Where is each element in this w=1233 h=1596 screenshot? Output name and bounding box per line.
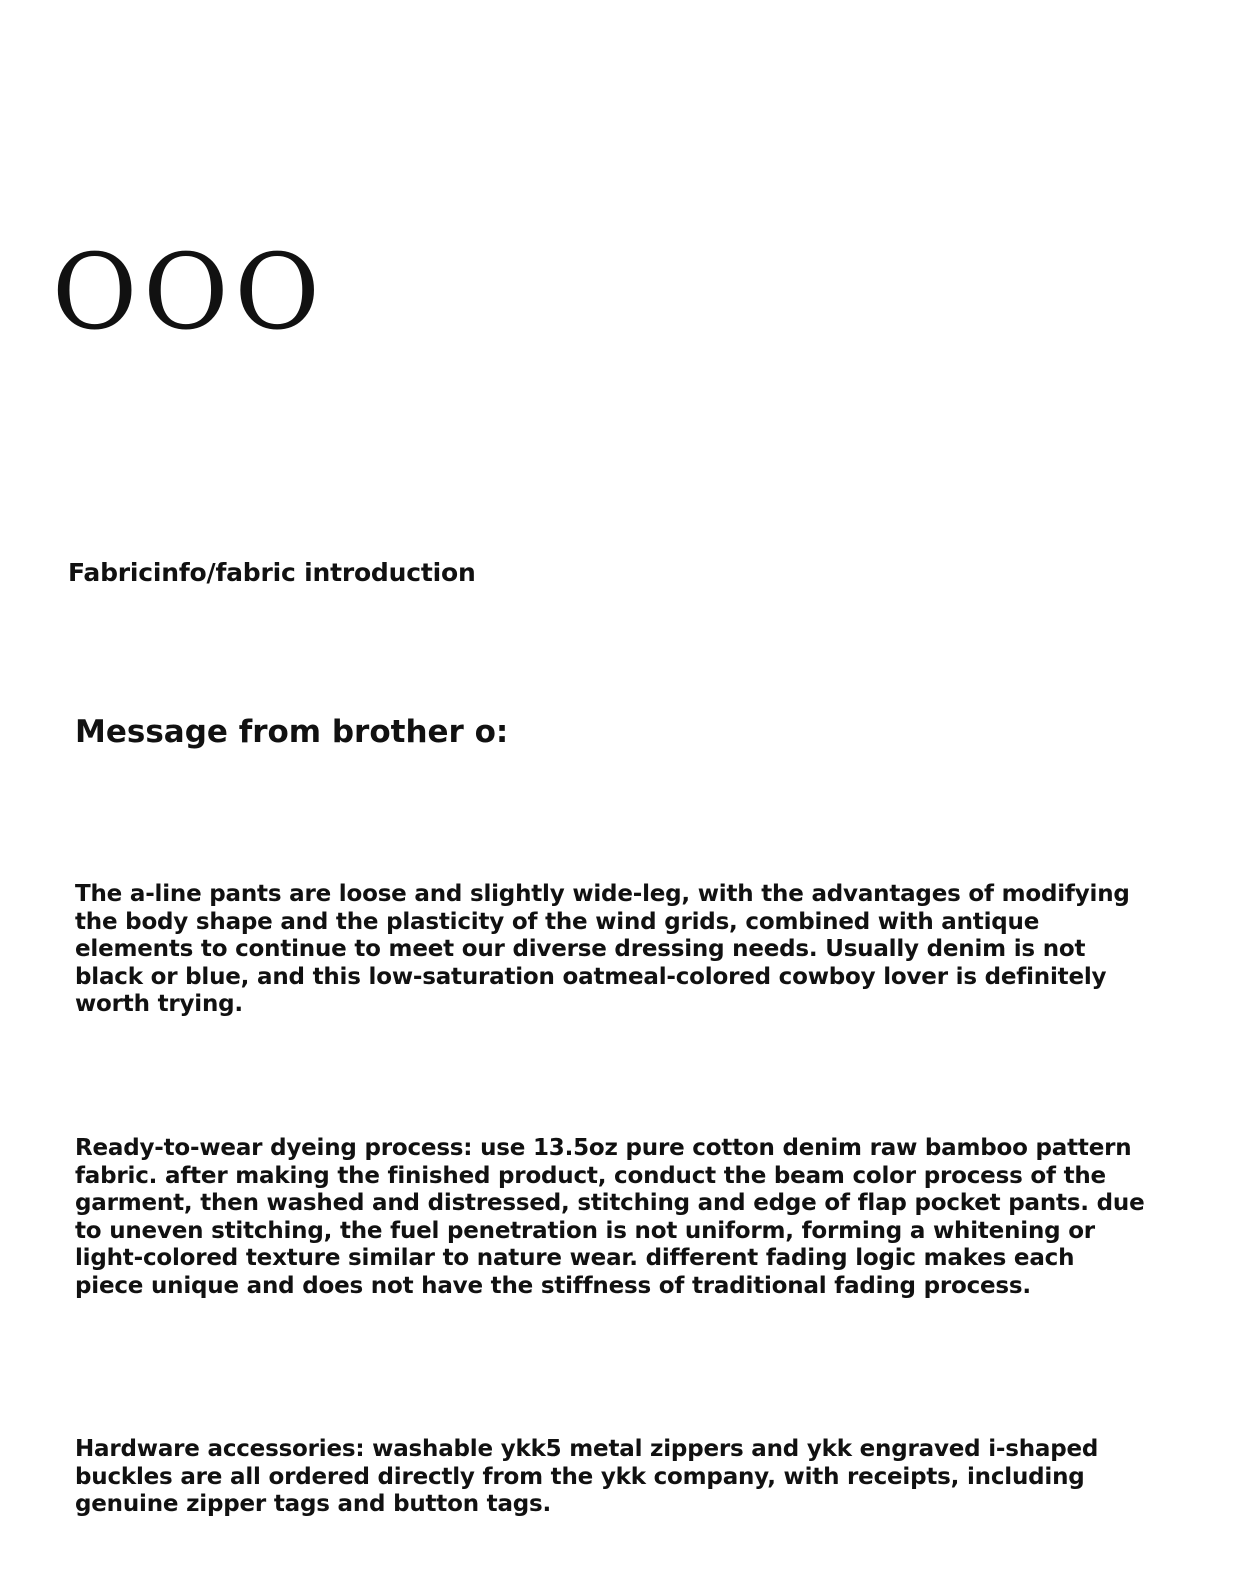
message-heading: Message from brother o:	[75, 714, 509, 750]
section-title: Fabricinfo/fabric introduction	[68, 558, 476, 587]
description-paragraph: The a-line pants are loose and slightly wide-leg, with the advantages of modifying the body shape and the plasticity of the wind grids, combined with antique elements to continue to meet our diverse dressing needs. Usually denim is not black or blue, and this low-saturation oatmeal-colored cowboy lover is definitely worth trying.	[75, 881, 1130, 1018]
dyeing-process-paragraph: Ready-to-wear dyeing process: use 13.5oz pure cotton denim raw bamboo pattern fabric. after making the finished product, conduct the beam color process of the garment, then washed and distressed, stitching and edge of flap pocket pants. due to uneven stitching, the fuel penetration is not uniform, forming a whitening or light-colored texture similar to nature wear. different fading logic makes each piece unique and does not have the stiffness of traditional fading process.	[75, 1135, 1145, 1299]
hardware-paragraph: Hardware accessories: washable ykk5 metal zippers and ykk engraved i-shaped buckles are all ordered directly from the ykk company, with receipts, including genuine zipper tags and button tags.	[75, 1436, 1099, 1518]
brand-logo: OOO	[52, 231, 326, 353]
